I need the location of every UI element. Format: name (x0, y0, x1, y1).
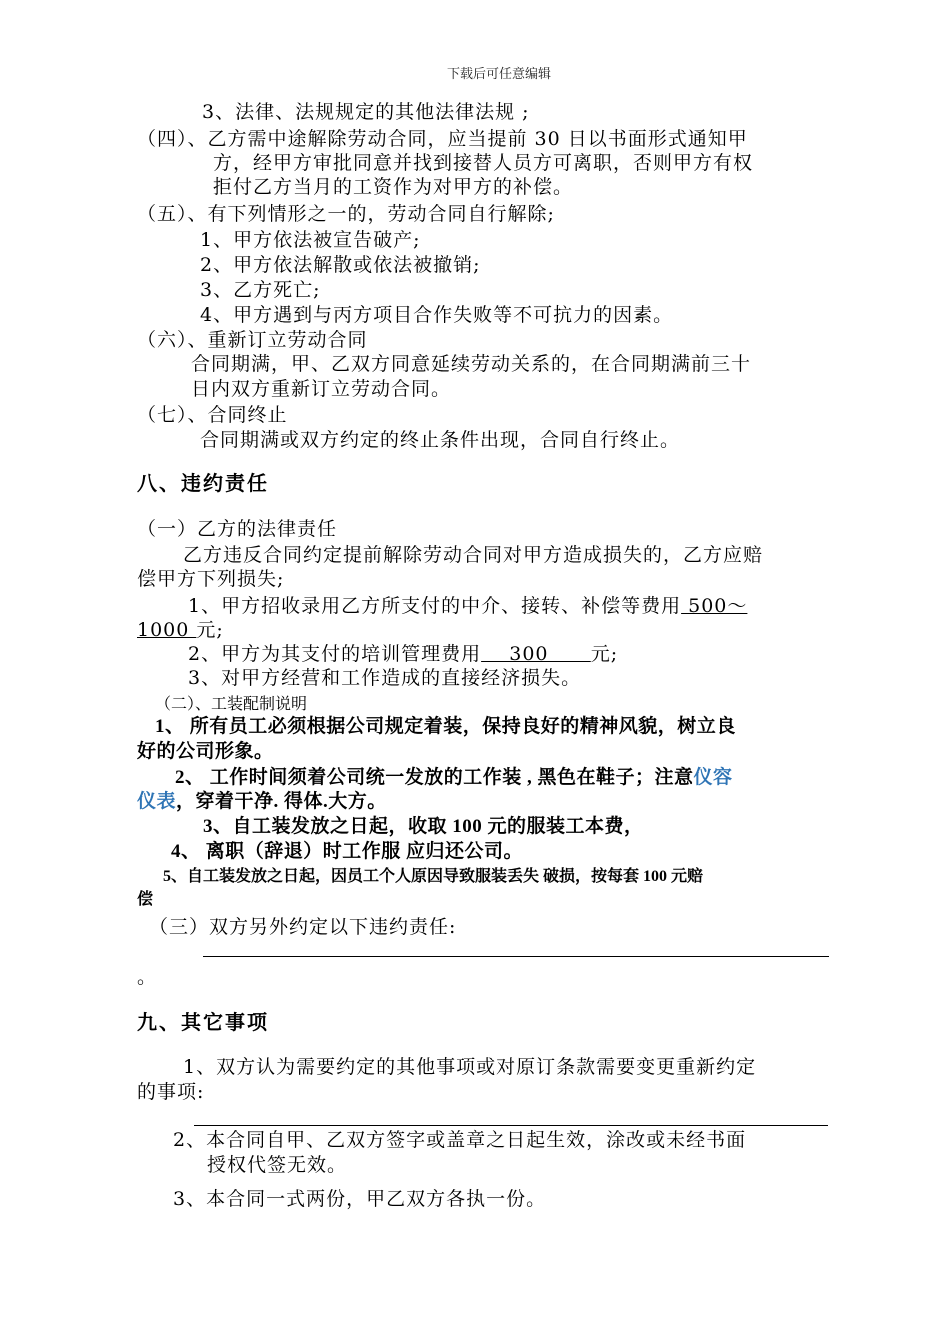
text-line: （一）乙方的法律责任 (137, 518, 338, 540)
text-line: 方，经甲方审批同意并找到接替人员方可离职，否则甲方有权 (213, 152, 754, 174)
text-line: 3、本合同一式两份，甲乙双方各执一份。 (173, 1188, 547, 1210)
text-line: 偿甲方下列损失; (137, 568, 285, 590)
text-line: 4、甲方遇到与丙方项目合作失败等不可抗力的因素。 (200, 304, 674, 326)
blank-line (194, 1125, 828, 1126)
text-line: （二）、工装配制说明 (155, 694, 308, 713)
text-span: 元; (590, 643, 619, 665)
text-line: 1、双方认为需要约定的其他事项或对原订条款需要变更重新约定 (183, 1056, 757, 1078)
text-line: （六）、重新订立劳动合同 (137, 329, 368, 351)
text-line: 日内双方重新订立劳动合同。 (191, 378, 452, 400)
training-fee-amount: 300 (481, 643, 591, 665)
text-line: （四）、乙方需中途解除劳动合同，应当提前 30 日以书面形式通知甲 (137, 128, 748, 150)
text-line: 5、自工装发放之日起，因员工个人原因导致服装丢失 破损，按每套 100 元赔 (163, 868, 704, 885)
text-line: 。 (137, 966, 158, 988)
text-line: 合同期满或双方约定的终止条件出现，合同自行终止。 (200, 429, 681, 451)
text-line (188, 594, 747, 618)
text-line (188, 642, 618, 666)
page-header: 下载后可任意编辑 (447, 67, 552, 82)
text-line: 1、 所有员工必须根据公司规定着装，保持良好的精神风貌，树立良 (155, 716, 736, 737)
text-span: 1、甲方招收录用乙方所支付的中介、接转、补偿等费用 (188, 595, 682, 617)
text-line: 授权代签无效。 (207, 1154, 348, 1176)
text-line: 3、乙方死亡; (200, 279, 321, 301)
text-line (137, 790, 387, 814)
text-line: 2、甲方依法解散或依法被撤销; (200, 254, 481, 276)
text-span: 元; (196, 619, 224, 641)
text-line: 拒付乙方当月的工资作为对甲方的补偿。 (213, 176, 574, 198)
highlight-text: 仪容 (693, 767, 733, 788)
blank-line (203, 956, 829, 957)
text-line: （五）、有下列情形之一的，劳动合同自行解除; (137, 203, 555, 225)
text-line: 好的公司形象。 (137, 741, 274, 762)
text-line: 1、甲方依法被宣告破产; (200, 229, 421, 251)
highlight-text: 仪表 (137, 791, 177, 812)
text-line: 3、法律、法规规定的其他法律法规 ; (202, 101, 530, 123)
section-heading: 九、其它事项 (137, 1010, 269, 1034)
text-line: 乙方违反合同约定提前解除劳动合同对甲方造成损失的，乙方应赔 (183, 544, 764, 566)
text-line (175, 766, 733, 790)
text-line: 3、对甲方经营和工作造成的直接经济损失。 (188, 667, 582, 689)
text-line: （七）、合同终止 (137, 404, 288, 426)
text-line: 3、自工装发放之日起，收取 100 元的服装工本费， (203, 816, 644, 837)
text-span: 2、甲方为其支付的培训管理费用 (188, 643, 482, 665)
text-line: 偿 (137, 891, 154, 908)
text-line: 2、本合同自甲、乙双方签字或盖章之日起生效，涂改或未经书面 (173, 1129, 747, 1151)
section-heading: 八、违约责任 (137, 471, 269, 495)
text-span: 2、 工作时间须着公司统一发放的工作装 , 黑色在鞋子；注意 (175, 767, 694, 788)
fee-range-end: 1000 (137, 619, 197, 641)
text-line (137, 618, 224, 642)
text-line: 的事项: (137, 1081, 205, 1103)
text-line: （三）双方另外约定以下违约责任: (149, 916, 457, 938)
text-span: ，穿着干净. 得体.大方。 (176, 791, 387, 812)
text-line: 4、 离职（辞退）时工作服 应归还公司。 (171, 841, 524, 862)
fee-range-start: 500～ (681, 595, 748, 617)
text-line: 合同期满，甲、乙双方同意延续劳动关系的，在合同期满前三十 (191, 353, 752, 375)
